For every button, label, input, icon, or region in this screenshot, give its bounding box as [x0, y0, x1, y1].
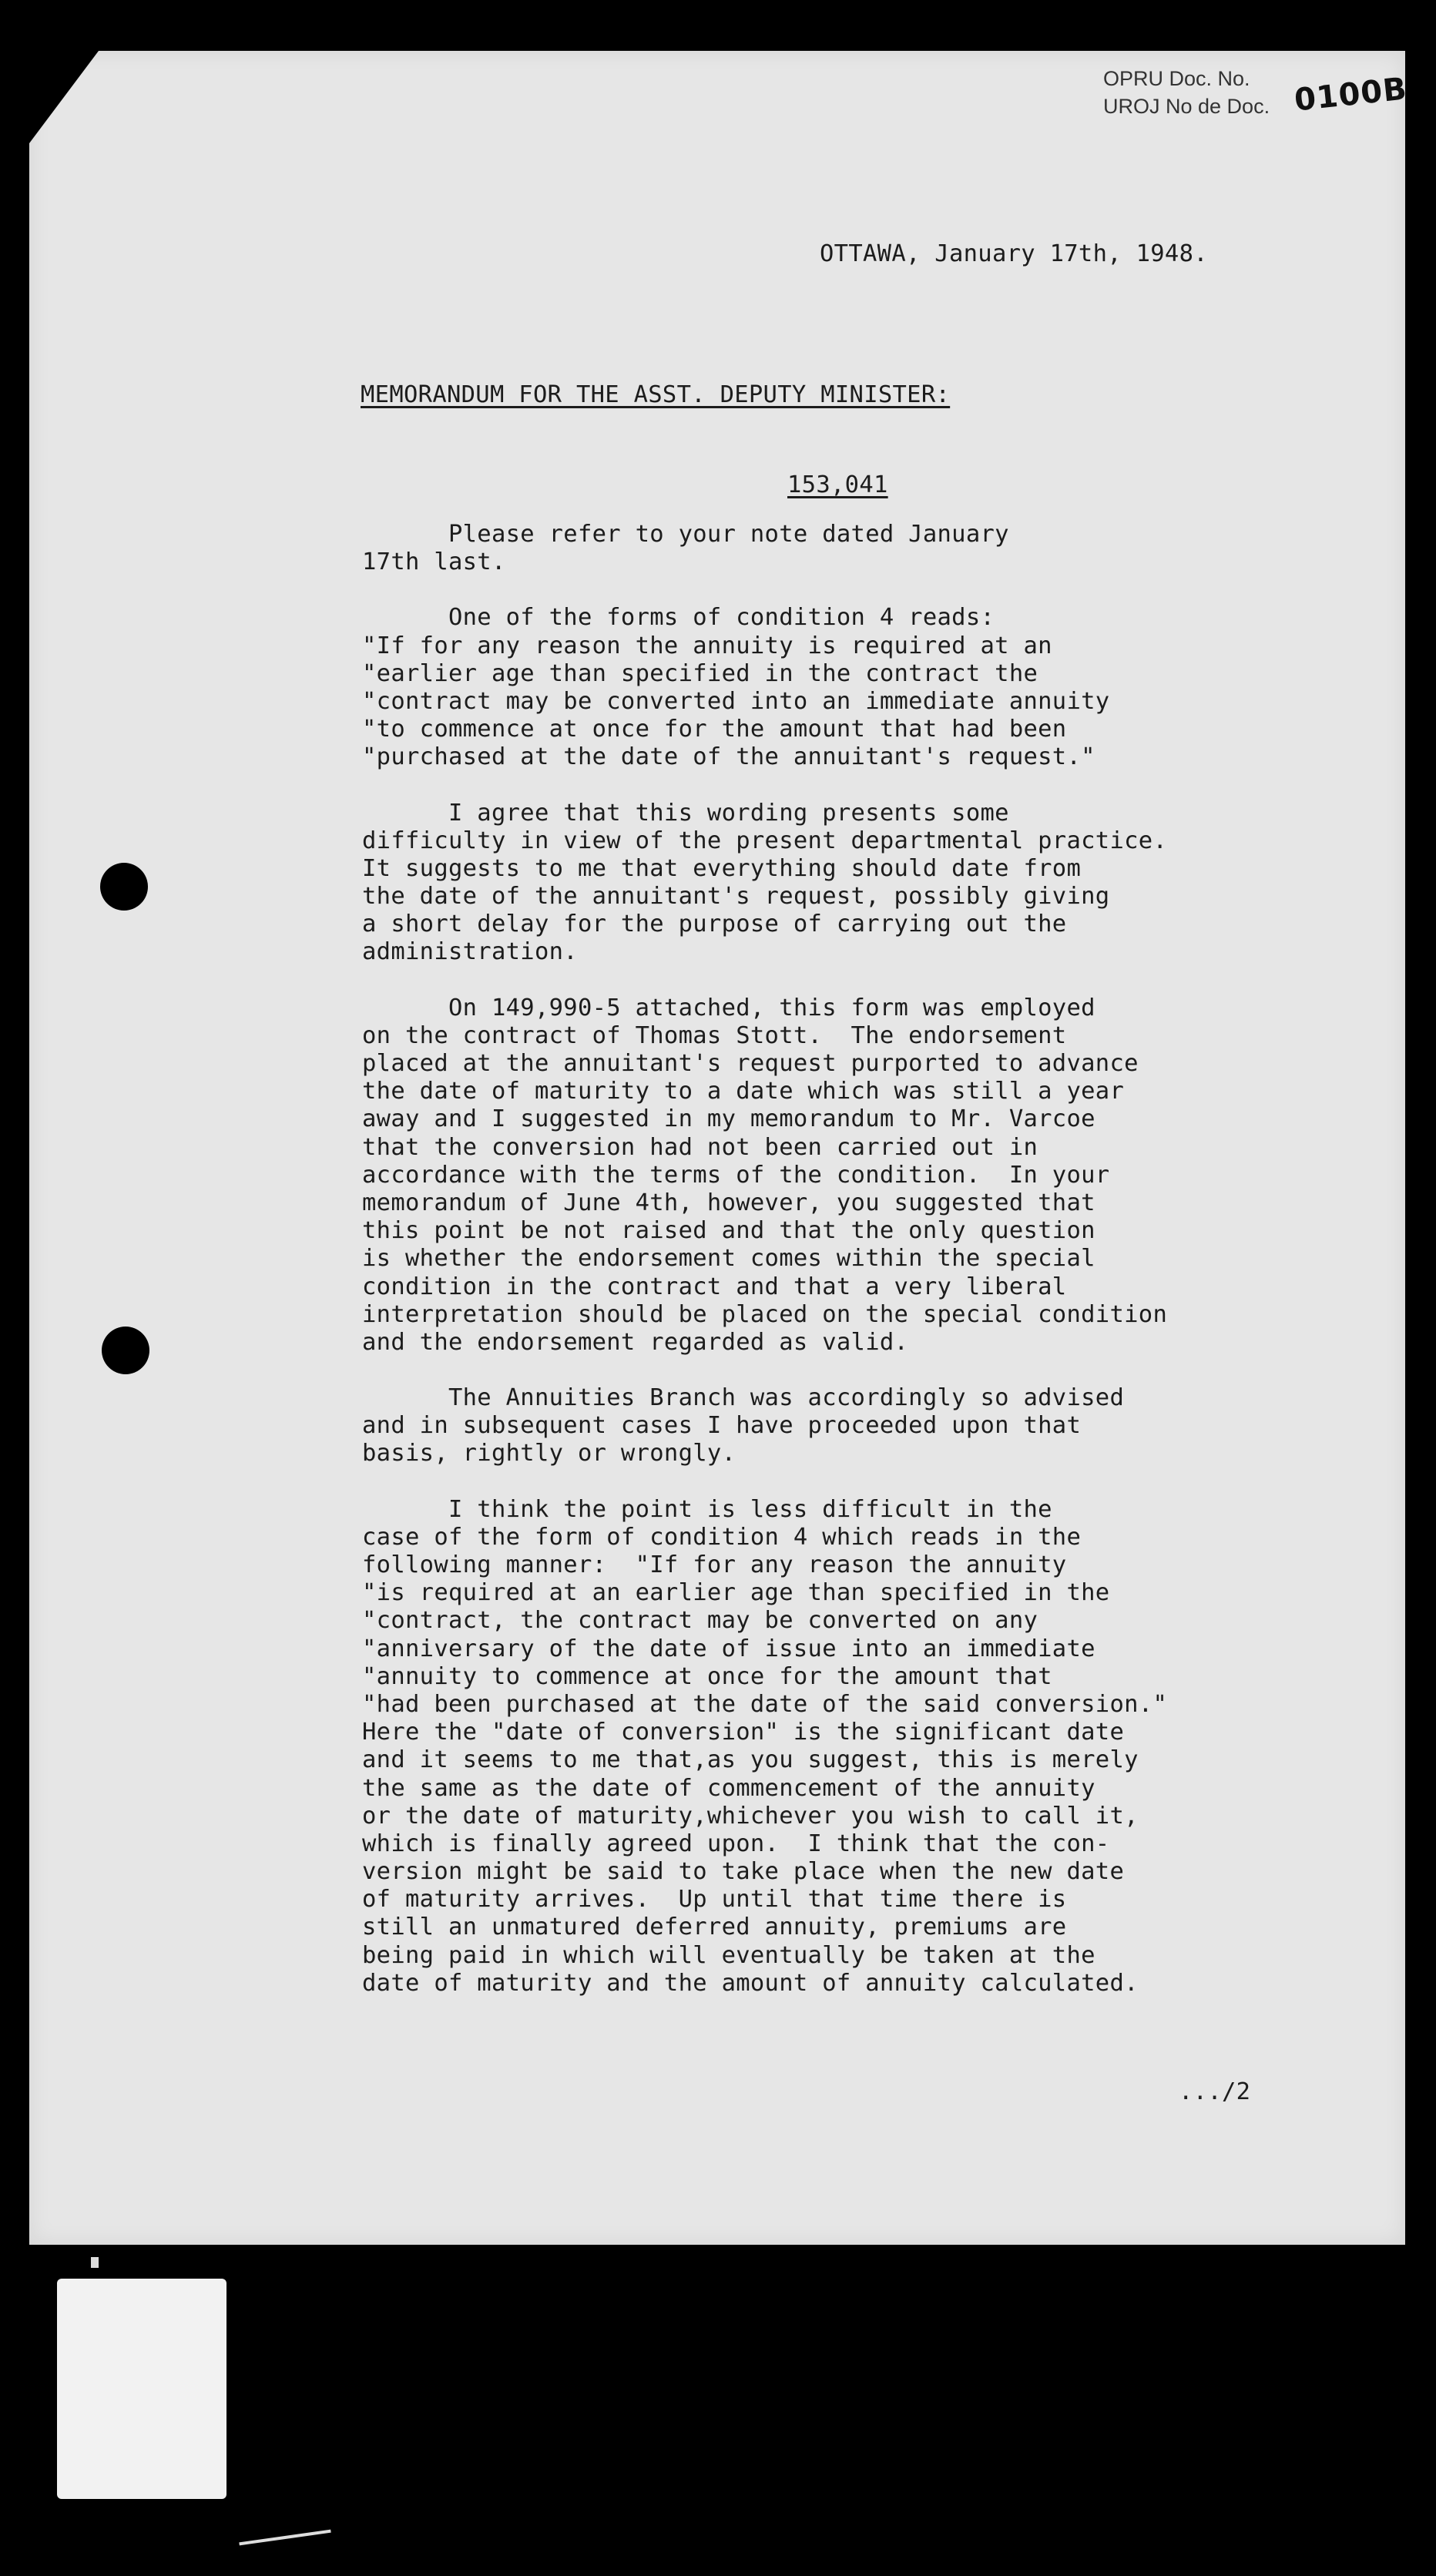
memo-line: the same as the date of commencement of the annuity — [362, 1774, 1095, 1802]
memo-body — [362, 521, 1387, 2025]
document-number: 0100B — [1292, 71, 1409, 119]
memo-line: difficulty in view of the present departmental practice. — [362, 827, 1168, 854]
scan-speck — [91, 2257, 99, 2268]
memo-line: date of maturity and the amount of annuity calculated. — [362, 1969, 1139, 1997]
dateline: OTTAWA, January 17th, 1948. — [820, 240, 1208, 267]
memo-paragraph — [362, 1384, 1387, 1468]
memo-line: "annuity to commence at once for the amount that — [362, 1662, 1052, 1690]
punch-hole-top — [100, 863, 148, 911]
file-number: 153,041 — [787, 471, 888, 498]
memo-line: and it seems to me that,as you suggest, this is merely — [362, 1746, 1139, 1774]
memo-line: the date of the annuitant's request, possibly giving — [362, 883, 1110, 911]
paper-slip — [57, 2279, 226, 2499]
memo-line: "had been purchased at the date of the said conversion." — [362, 1690, 1168, 1718]
memo-line: It suggests to me that everything should date from — [362, 854, 1082, 882]
memo-line: placed at the annuitant's request purported to advance — [362, 1050, 1139, 1077]
memo-line: Here the "date of conversion" is the significant date — [362, 1719, 1125, 1746]
memo-line: "earlier age than specified in the contract the — [362, 659, 1038, 687]
memo-heading: MEMORANDUM FOR THE ASST. DEPUTY MINISTER: — [361, 381, 951, 408]
memo-line: and the endorsement regarded as valid. — [362, 1328, 909, 1356]
memo-line: on the contract of Thomas Stott. The endorsement — [362, 1021, 1067, 1049]
memo-paragraph — [362, 800, 1387, 967]
memo-line: The Annuities Branch was accordingly so advised — [362, 1384, 1125, 1412]
memo-line: "contract, the contract may be converted on any — [362, 1607, 1038, 1635]
memo-line: basis, rightly or wrongly. — [362, 1440, 736, 1467]
memo-line: that the conversion had not been carried out in — [362, 1133, 1038, 1161]
scan-speck — [239, 2530, 330, 2546]
memo-line: case of the form of condition 4 which reads in the — [362, 1523, 1082, 1551]
punch-hole-bottom — [102, 1327, 149, 1374]
memo-line: I agree that this wording presents some — [362, 799, 1009, 827]
memo-line: "anniversary of the date of issue into an immediate — [362, 1635, 1095, 1662]
memo-line: or the date of maturity,whichever you wish to call it, — [362, 1802, 1139, 1830]
memo-line: "If for any reason the annuity is required at an — [362, 632, 1052, 659]
archive-stamp — [1103, 65, 1270, 120]
memo-line: 17th last. — [362, 548, 506, 576]
memo-paragraph — [362, 995, 1387, 1357]
memo-line: "contract may be converted into an immediate annuity — [362, 687, 1110, 715]
memo-line: of maturity arrives. Up until that time there is — [362, 1886, 1067, 1914]
page-continuation: .../2 — [1179, 2078, 1251, 2105]
memo-line: version might be said to take place when the new date — [362, 1858, 1125, 1886]
memo-line: is whether the endorsement comes within the special — [362, 1245, 1095, 1273]
memo-line: administration. — [362, 938, 578, 966]
memo-paragraph — [362, 604, 1387, 771]
memo-line: a short delay for the purpose of carrying out the — [362, 911, 1067, 938]
memo-paragraph — [362, 1496, 1387, 1997]
memo-line: memorandum of June 4th, however, you suggested that — [362, 1189, 1095, 1216]
folded-corner — [29, 51, 99, 143]
memo-line: interpretation should be placed on the special condition — [362, 1300, 1168, 1328]
memo-line: still an unmatured deferred annuity, premiums are — [362, 1914, 1067, 1941]
memo-line: condition in the contract and that a very liberal — [362, 1273, 1067, 1300]
memo-line: and in subsequent cases I have proceeded upon that — [362, 1412, 1082, 1440]
memo-line: following manner: "If for any reason the annuity — [362, 1551, 1067, 1578]
memo-line: the date of maturity to a date which was still a year — [362, 1078, 1125, 1105]
memo-line: away and I suggested in my memorandum to Mr. Varcoe — [362, 1105, 1095, 1133]
memo-line: I think the point is less difficult in the — [362, 1495, 1052, 1523]
stamp-line-1: OPRU Doc. No. — [1103, 67, 1250, 90]
memo-line: "purchased at the date of the annuitant's request." — [362, 743, 1095, 771]
memo-line: One of the forms of condition 4 reads: — [362, 604, 995, 632]
memo-line: "to commence at once for the amount that had been — [362, 716, 1067, 743]
memo-line: this point be not raised and that the only question — [362, 1217, 1095, 1245]
memo-line: On 149,990-5 attached, this form was employed — [362, 994, 1095, 1021]
memo-line: "is required at an earlier age than specified in the — [362, 1579, 1110, 1607]
memo-line: accordance with the terms of the condition. In your — [362, 1161, 1110, 1189]
memo-line: Please refer to your note dated January — [362, 521, 1009, 548]
memo-line: being paid in which will eventually be taken at the — [362, 1941, 1095, 1969]
stamp-line-2: UROJ No de Doc. — [1103, 95, 1270, 118]
memo-line: which is finally agreed upon. I think that the con- — [362, 1830, 1110, 1857]
memo-paragraph — [362, 521, 1387, 576]
